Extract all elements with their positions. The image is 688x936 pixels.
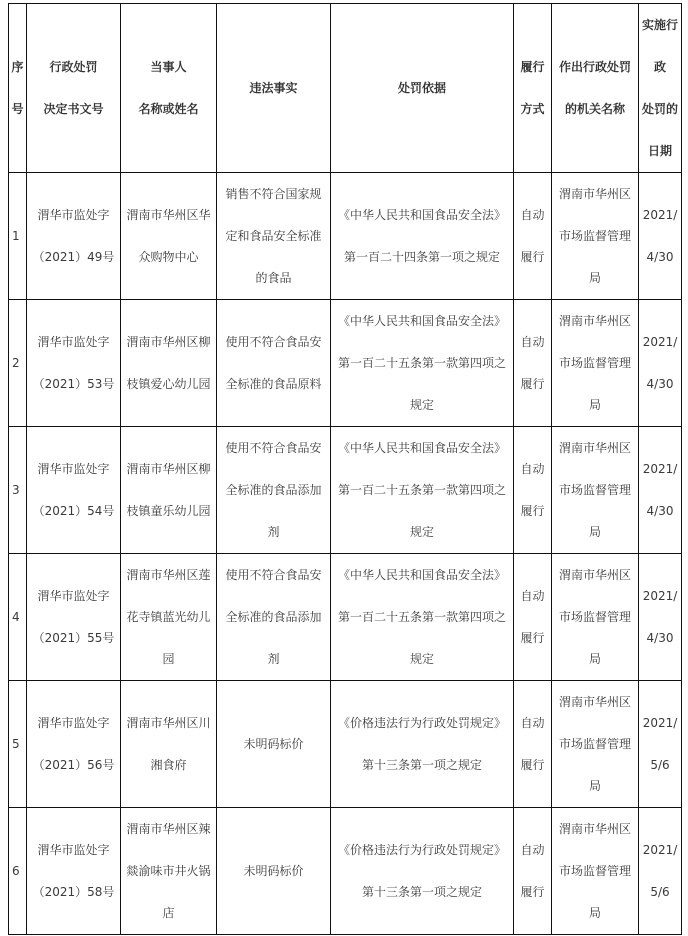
cell-facts: [217, 808, 331, 935]
penalty-table: [8, 3, 682, 935]
column-header-text: 违法事实: [249, 80, 298, 95]
cell-text: 定和食品安全标准: [225, 229, 322, 243]
cell-text: 众购物中心: [138, 250, 199, 264]
column-header-text: 政: [653, 60, 666, 74]
cell-authority: [552, 554, 639, 681]
cell-text: 局: [588, 906, 601, 920]
cell-text: 履行: [520, 758, 545, 772]
cell-text: 渭华市监处字: [37, 843, 110, 857]
cell-authority: [552, 808, 639, 935]
column-header-text: 实施行: [641, 18, 678, 32]
column-header-text: 日期: [647, 144, 672, 158]
cell-text: 未明码标价: [243, 863, 304, 878]
cell-seq: 5: [9, 681, 27, 808]
cell-text: 4/30: [646, 250, 674, 264]
cell-text: 花寺镇蓝光幼儿: [126, 610, 211, 624]
column-header-text: 行政处罚: [49, 60, 98, 74]
cell-date: [639, 427, 682, 554]
cell-text: 使用不符合食品安: [225, 568, 322, 582]
cell-seq: 1: [9, 173, 27, 300]
cell-text: 剂: [267, 652, 280, 666]
cell-text: 渭南市华州区: [558, 187, 631, 201]
cell-text: 的食品: [255, 271, 292, 285]
cell-date: [639, 681, 682, 808]
cell-date: [639, 300, 682, 427]
cell-text: 渭南市华州区柳: [126, 335, 211, 349]
cell-text: 2021/: [642, 589, 678, 603]
cell-text: 店: [162, 906, 175, 920]
cell-doc-no: [27, 173, 121, 300]
cell-text: 全标准的食品原料: [225, 377, 322, 391]
cell-text: 《中华人民共和国食品安全法》: [337, 208, 506, 222]
cell-text: 渭南市华州区川: [126, 716, 211, 730]
column-header-text: 履行: [520, 60, 545, 74]
cell-text: 使用不符合食品安: [225, 441, 322, 455]
cell-text: 渭南市华州区柳: [126, 462, 211, 476]
cell-text: 渭华市监处字: [37, 716, 110, 730]
cell-method: [514, 808, 552, 935]
cell-text: （2021）58号: [32, 885, 115, 899]
cell-text: 市场监督管理: [558, 737, 631, 751]
cell-text: 5/6: [650, 885, 670, 899]
column-header-party: [121, 4, 217, 173]
cell-basis: [331, 173, 514, 300]
table-row: [9, 300, 682, 427]
cell-basis: [331, 554, 514, 681]
cell-party: [121, 300, 217, 427]
column-header-text: 的机关名称: [564, 102, 625, 116]
cell-text: （2021）54号: [32, 504, 115, 518]
cell-text: 规定: [409, 525, 434, 539]
cell-text: 市场监督管理: [558, 229, 631, 243]
cell-text: 2021/: [642, 462, 678, 476]
cell-method: [514, 427, 552, 554]
column-header-text: 方式: [520, 102, 545, 116]
cell-seq: 4: [9, 554, 27, 681]
cell-authority: [552, 681, 639, 808]
column-header-text: 名称或姓名: [138, 102, 199, 116]
column-header-text: 作出行政处罚: [558, 60, 631, 74]
cell-seq: 3: [9, 427, 27, 554]
cell-text: 履行: [520, 250, 545, 264]
cell-text: 燚渝味市井火锅: [126, 864, 211, 878]
cell-text: 第一百二十五条第一款第四项之: [337, 356, 506, 370]
cell-text: （2021）55号: [32, 631, 115, 645]
cell-text: 局: [588, 398, 601, 412]
cell-basis: [331, 427, 514, 554]
cell-facts: [217, 427, 331, 554]
cell-facts: [217, 681, 331, 808]
cell-text: 渭南市华州区: [558, 822, 631, 836]
table-row: [9, 808, 682, 935]
cell-text: 履行: [520, 885, 545, 899]
cell-text: 自动: [520, 335, 545, 349]
cell-text: 履行: [520, 504, 545, 518]
cell-basis: [331, 808, 514, 935]
cell-doc-no: [27, 427, 121, 554]
cell-seq: 6: [9, 808, 27, 935]
cell-authority: [552, 173, 639, 300]
cell-text: 局: [588, 271, 601, 285]
cell-method: [514, 173, 552, 300]
cell-doc-no: [27, 681, 121, 808]
cell-text: 渭南市华州区: [558, 568, 631, 582]
cell-text: 渭华市监处字: [37, 462, 110, 476]
cell-text: 剂: [267, 525, 280, 539]
cell-text: 使用不符合食品安: [225, 335, 322, 349]
cell-text: 渭南市华州区: [558, 441, 631, 455]
cell-text: 渭南市华州区: [558, 695, 631, 709]
cell-method: [514, 681, 552, 808]
cell-text: 4/30: [646, 631, 674, 645]
cell-text: 《中华人民共和国食品安全法》: [337, 441, 506, 455]
cell-text: 第十三条第一项之规定: [361, 758, 482, 772]
cell-text: 渭南市华州区华: [126, 208, 211, 222]
cell-facts: [217, 173, 331, 300]
cell-text: 渭南市华州区: [558, 314, 631, 328]
cell-text: 第一百二十五条第一款第四项之: [337, 610, 506, 624]
column-header-seq: [9, 4, 27, 173]
cell-text: 2021/: [642, 843, 678, 857]
cell-seq: 2: [9, 300, 27, 427]
header-row: [9, 4, 682, 173]
cell-text: 规定: [409, 398, 434, 412]
cell-authority: [552, 427, 639, 554]
table-row: [9, 681, 682, 808]
cell-date: [639, 808, 682, 935]
column-header-text: 处罚依据: [397, 80, 446, 95]
table-row: [9, 427, 682, 554]
column-header-authority: [552, 4, 639, 173]
cell-text: 2021/: [642, 208, 678, 222]
cell-text: 2021/: [642, 716, 678, 730]
cell-text: 渭南市华州区辣: [126, 822, 211, 836]
table-row: [9, 554, 682, 681]
cell-text: 渭华市监处字: [37, 208, 110, 222]
cell-text: 局: [588, 779, 601, 793]
cell-text: 市场监督管理: [558, 483, 631, 497]
cell-basis: [331, 300, 514, 427]
cell-method: [514, 300, 552, 427]
cell-party: [121, 681, 217, 808]
cell-text: 全标准的食品添加: [225, 483, 322, 497]
cell-text: 《中华人民共和国食品安全法》: [337, 314, 506, 328]
column-header-text: 号: [11, 102, 24, 116]
cell-doc-no: [27, 554, 121, 681]
cell-text: 履行: [520, 631, 545, 645]
cell-facts: [217, 300, 331, 427]
cell-text: 未明码标价: [243, 736, 304, 751]
column-header-text: 决定书文号: [43, 102, 104, 116]
table-row: [9, 173, 682, 300]
cell-text: 自动: [520, 716, 545, 730]
cell-party: [121, 554, 217, 681]
cell-basis: [331, 681, 514, 808]
cell-text: 2021/: [642, 335, 678, 349]
cell-date: [639, 554, 682, 681]
table-body: [9, 173, 682, 935]
cell-text: 局: [588, 652, 601, 666]
cell-text: 市场监督管理: [558, 356, 631, 370]
cell-text: 枝镇童乐幼儿园: [126, 504, 211, 518]
cell-method: [514, 554, 552, 681]
cell-text: 《中华人民共和国食品安全法》: [337, 568, 506, 582]
cell-authority: [552, 300, 639, 427]
cell-text: 市场监督管理: [558, 610, 631, 624]
column-header-basis: [331, 4, 514, 173]
cell-facts: [217, 554, 331, 681]
column-header-text: 当事人: [150, 60, 187, 74]
cell-text: 自动: [520, 208, 545, 222]
cell-text: 自动: [520, 462, 545, 476]
column-header-text: 处罚的: [641, 102, 678, 116]
cell-text: 规定: [409, 652, 434, 666]
cell-text: 《价格违法行为行政处罚规定》: [337, 843, 506, 857]
cell-text: 第一百二十四条第一项之规定: [343, 250, 500, 264]
cell-text: 渭华市监处字: [37, 335, 110, 349]
cell-text: 自动: [520, 589, 545, 603]
cell-text: 第一百二十五条第一款第四项之: [337, 483, 506, 497]
column-header-date: [639, 4, 682, 173]
cell-text: 自动: [520, 843, 545, 857]
column-header-method: [514, 4, 552, 173]
cell-party: [121, 808, 217, 935]
cell-text: 4/30: [646, 377, 674, 391]
cell-text: 湘食府: [150, 758, 187, 772]
cell-text: 5/6: [650, 758, 670, 772]
cell-date: [639, 173, 682, 300]
cell-doc-no: [27, 808, 121, 935]
cell-text: 园: [162, 652, 175, 666]
cell-text: 全标准的食品添加: [225, 610, 322, 624]
cell-party: [121, 427, 217, 554]
cell-text: （2021）49号: [32, 250, 115, 264]
cell-text: 销售不符合国家规: [225, 187, 322, 201]
column-header-text: 序: [11, 60, 24, 74]
cell-text: 第十三条第一项之规定: [361, 885, 482, 899]
cell-doc-no: [27, 300, 121, 427]
column-header-facts: [217, 4, 331, 173]
cell-text: 4/30: [646, 504, 674, 518]
cell-text: 渭华市监处字: [37, 589, 110, 603]
cell-text: 局: [588, 525, 601, 539]
cell-text: 渭南市华州区莲: [126, 568, 211, 582]
cell-text: 市场监督管理: [558, 864, 631, 878]
column-header-doc_no: [27, 4, 121, 173]
cell-party: [121, 173, 217, 300]
cell-text: 《价格违法行为行政处罚规定》: [337, 716, 506, 730]
cell-text: （2021）53号: [32, 377, 115, 391]
cell-text: （2021）56号: [32, 758, 115, 772]
cell-text: 枝镇爱心幼儿园: [126, 377, 211, 391]
cell-text: 履行: [520, 377, 545, 391]
